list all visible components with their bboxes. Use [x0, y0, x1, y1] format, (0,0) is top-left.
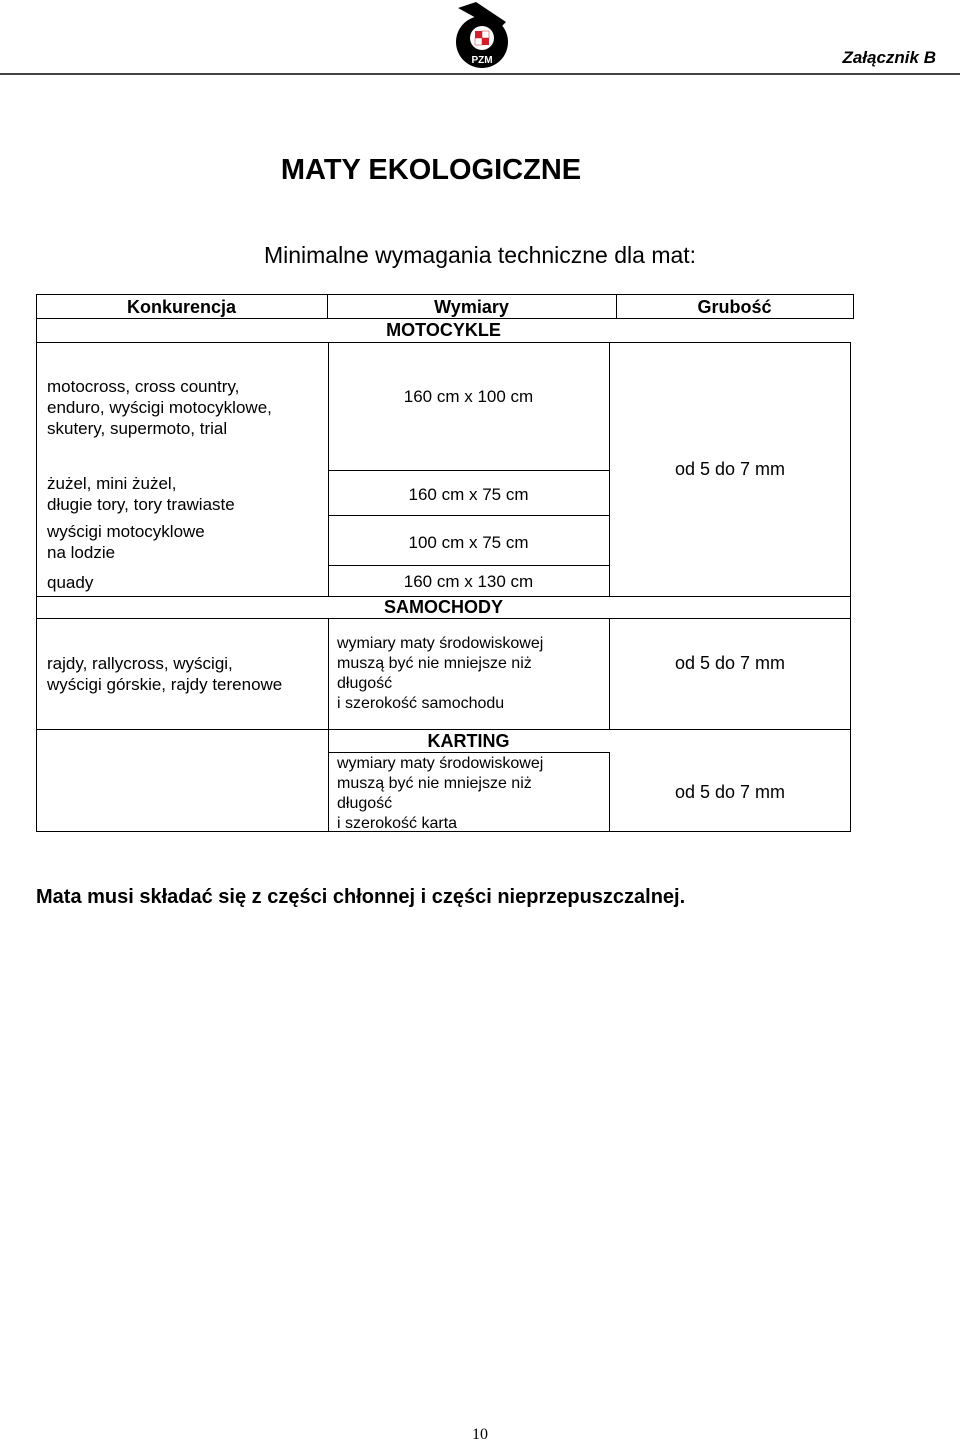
- dimensions-cell: 160 cm x 75 cm: [408, 485, 529, 504]
- discipline-cell: wyścigi motocyklowe na lodzie: [47, 522, 205, 562]
- dimensions-cell: 100 cm x 75 cm: [408, 533, 529, 552]
- discipline-cell: motocross, cross country, enduro, wyścigi motocyklowe, skutery, supermoto, trial: [47, 377, 272, 438]
- annex-label: Załącznik B: [842, 48, 936, 67]
- section-karting: KARTING: [427, 731, 510, 751]
- discipline-cell: rajdy, rallycross, wyścigi, wyścigi górskie, rajdy terenowe: [47, 654, 283, 694]
- section-samochody: SAMOCHODY: [383, 597, 503, 617]
- dimensions-cell: 160 cm x 130 cm: [403, 572, 534, 591]
- discipline-cell: żużel, mini żużel, długie tory, tory trawiaste: [47, 474, 235, 514]
- page-number: 10: [472, 1426, 488, 1443]
- section-motocykle: MOTOCYKLE: [386, 320, 501, 340]
- dimensions-cell: 160 cm x 100 cm: [403, 387, 534, 406]
- col-header-discipline: Konkurencja: [126, 297, 237, 317]
- footer-note: Mata musi składać się z części chłonnej i części nieprzepuszczalnej.: [36, 886, 686, 908]
- pzm-logo: [446, 0, 516, 72]
- svg-text:PZM: PZM: [471, 55, 493, 66]
- discipline-cell: quady: [47, 573, 94, 592]
- thickness-cell: od 5 do 7 mm: [674, 782, 786, 802]
- header-divider: [0, 73, 960, 75]
- page-title: MATY EKOLOGICZNE: [280, 154, 582, 186]
- dimensions-cell: wymiary maty środowiskowej muszą być nie mniejsze niż długość i szerokość samochodu: [337, 635, 544, 712]
- thickness-cell: od 5 do 7 mm: [674, 459, 786, 479]
- thickness-cell: od 5 do 7 mm: [674, 653, 786, 673]
- col-header-thickness: Grubość: [697, 297, 772, 317]
- dimensions-cell: wymiary maty środowiskowej muszą być nie mniejsze niż długość i szerokość karta: [337, 755, 544, 832]
- page-subtitle: Minimalne wymagania techniczne dla mat:: [263, 242, 697, 268]
- col-header-dimensions: Wymiary: [434, 297, 509, 317]
